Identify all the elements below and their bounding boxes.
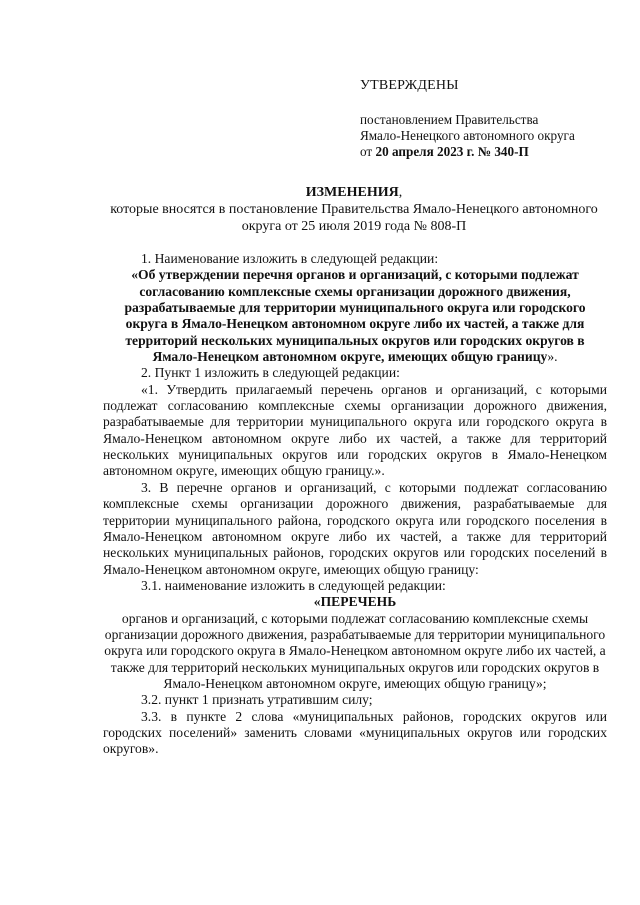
item-3-1-heading: «ПЕРЕЧЕНЬ: [313, 594, 397, 610]
item-3-2: 3.2. пункт 1 признать утратившим силу;: [141, 692, 373, 708]
item-1-title-end: ».: [547, 349, 558, 365]
item-1-title: «Об утверждении перечня органов и организаций, с которыми подлежат согласованию комплексные схемы организации дорожного движения, разрабатываемые для территории муниципального округа или городского округа в Ямало-Ненецком автономном округе либо их частей, а также для территорий нескольких муниципальных округов или городских округов в Ямало-Ненецком автономном округе, имеющих общую границу: [124, 267, 586, 365]
document-subtitle: которые вносятся в постановление Правительства Ямало-Ненецкого автономного округа от 25 июля 2019 года № 808-П: [110, 202, 598, 234]
item-1-title-paragraph: [103, 267, 607, 365]
item-2-text: «1. Утвердить прилагаемый перечень органов и организаций, с которыми подлежат согласованию комплексные схемы организации дорожного движения, разрабатываемые для территории муниципального округа или городского округа в Ямало-Ненецком автономном округе либо их частей, а также для территорий нескольких муниципальных округов или городских округов в Ямало-Ненецком автономном округе, имеющих общую границу.».: [103, 381, 607, 479]
document-body: [103, 251, 607, 758]
approval-line-2: Ямало-Ненецкого автономного округа: [360, 128, 575, 143]
item-1-intro: 1. Наименование изложить в следующей редакции:: [141, 251, 439, 266]
item-3-1-intro: 3.1. наименование изложить в следующей редакции:: [141, 577, 446, 593]
approval-date-prefix: от: [360, 144, 376, 159]
approval-date: 20 апреля 2023 г. № 340-П: [375, 144, 529, 159]
approval-date-line: [360, 144, 620, 160]
document-title: ИЗМЕНЕНИЯ: [305, 185, 399, 200]
approval-heading: УТВЕРЖДЕНЫ: [360, 78, 459, 93]
approval-block: [360, 78, 620, 160]
approval-line-1: постановлением Правительства: [360, 112, 539, 127]
document-title-comma: ,: [398, 185, 403, 200]
item-3-3: 3.3. в пункте 2 слова «муниципальных районов, городских округов или городских поселений» заменить словами «муниципальных округов или городских округов».: [103, 708, 607, 757]
item-3-1-text: органов и организаций, с которыми подлежат согласованию комплексные схемы организации дорожного движения, разрабатываемые для территории муниципального округа или городского округа в Ямало-Ненецком автономном округе либо их частей, а также для территорий нескольких муниципальных округов или городских округов в Ямало-Ненецком автономном округе, имеющих общую границу»;: [104, 610, 606, 691]
item-2-intro: 2. Пункт 1 изложить в следующей редакции:: [141, 365, 400, 381]
item-3-intro: 3. В перечне органов и организаций, с которыми подлежат согласованию комплексные схемы организации дорожного движения, разрабатываемые для территории муниципального района, городского округа или городского поселения в Ямало-Ненецком автономном округе либо их частей, а также для территорий нескольких муниципальных районов, городских округов или городских поселений в Ямало-Ненецком автономном округе, имеющих общую границу:: [103, 479, 607, 577]
document-title-block: [100, 184, 608, 235]
